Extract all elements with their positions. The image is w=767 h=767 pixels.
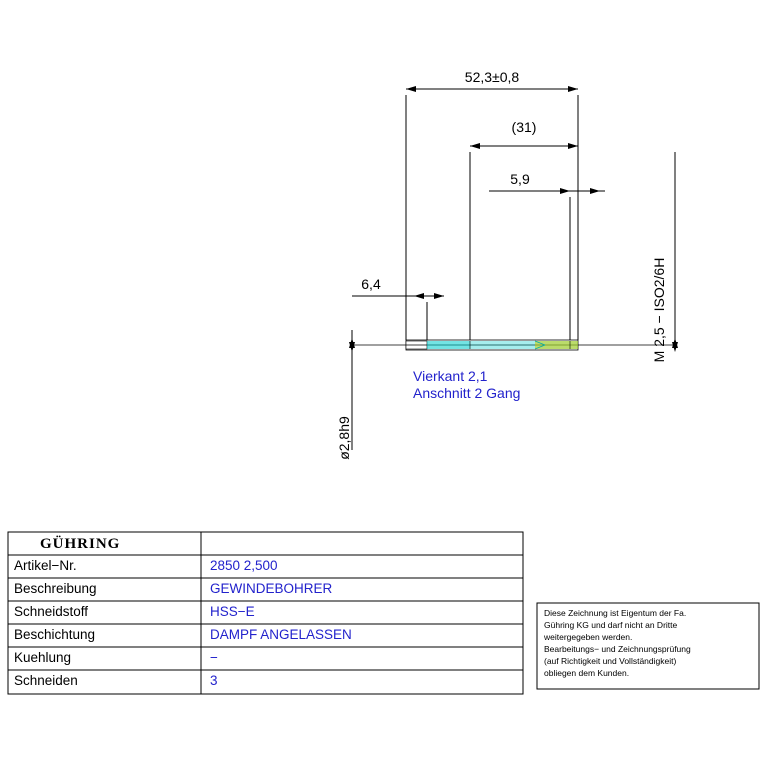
titleblock-value-2: HSS−E (210, 604, 255, 619)
note-line-1: Gühring KG und darf nicht an Dritte (544, 620, 678, 630)
note-line-4: (auf Richtigkeit und Vollständigkeit) (544, 656, 677, 666)
dimension-thread-length (470, 119, 578, 340)
note-line-2: weitergegeben werden. (544, 632, 633, 642)
dimension-overall-length (406, 69, 578, 340)
dimension-thread-spec (651, 152, 678, 362)
titleblock-value-5: 3 (210, 673, 218, 688)
titleblock-value-1: GEWINDEBOHRER (210, 581, 333, 596)
titleblock-value-3: DAMPF ANGELASSEN (210, 627, 352, 642)
tap-tool-body (352, 340, 675, 350)
titleblock-label-3: Beschichtung (14, 627, 96, 642)
note-line-5: obliegen dem Kunden. (544, 668, 630, 678)
dimension-shank-text: 5,9 (510, 171, 530, 187)
dimension-square-length (352, 276, 444, 345)
title-block (8, 532, 523, 694)
dimension-thread-spec-text: M 2,5 − ISO2/6H (651, 257, 667, 363)
titleblock-label-2: Schneidstoff (14, 604, 89, 619)
annotation-vierkant: Vierkant 2,1 (413, 368, 488, 384)
annotation-anschnitt: Anschnitt 2 Gang (413, 385, 521, 401)
titleblock-value-0: 2850 2,500 (210, 558, 278, 573)
note-line-0: Diese Zeichnung ist Eigentum der Fa. (544, 608, 687, 618)
note-line-3: Bearbeitungs− und Zeichnungsprüfung (544, 644, 691, 654)
titleblock-label-5: Schneiden (14, 673, 78, 688)
dimension-overall-length-text: 52,3±0,8 (464, 69, 520, 85)
dimension-shank (489, 171, 605, 340)
titleblock-label-4: Kuehlung (14, 650, 72, 665)
dimension-diameter (336, 330, 355, 460)
dimension-thread-length-text: (31) (511, 119, 537, 135)
copyright-note (537, 603, 759, 689)
dimension-square-length-text: 6,4 (361, 276, 381, 292)
titleblock-label-1: Beschreibung (14, 581, 97, 596)
guehring-logo-text: GÜHRING (40, 536, 121, 552)
dimension-diameter-text: ø2,8h9 (336, 416, 352, 460)
titleblock-label-0: Artikel−Nr. (14, 558, 77, 573)
titleblock-value-4: − (210, 650, 218, 665)
